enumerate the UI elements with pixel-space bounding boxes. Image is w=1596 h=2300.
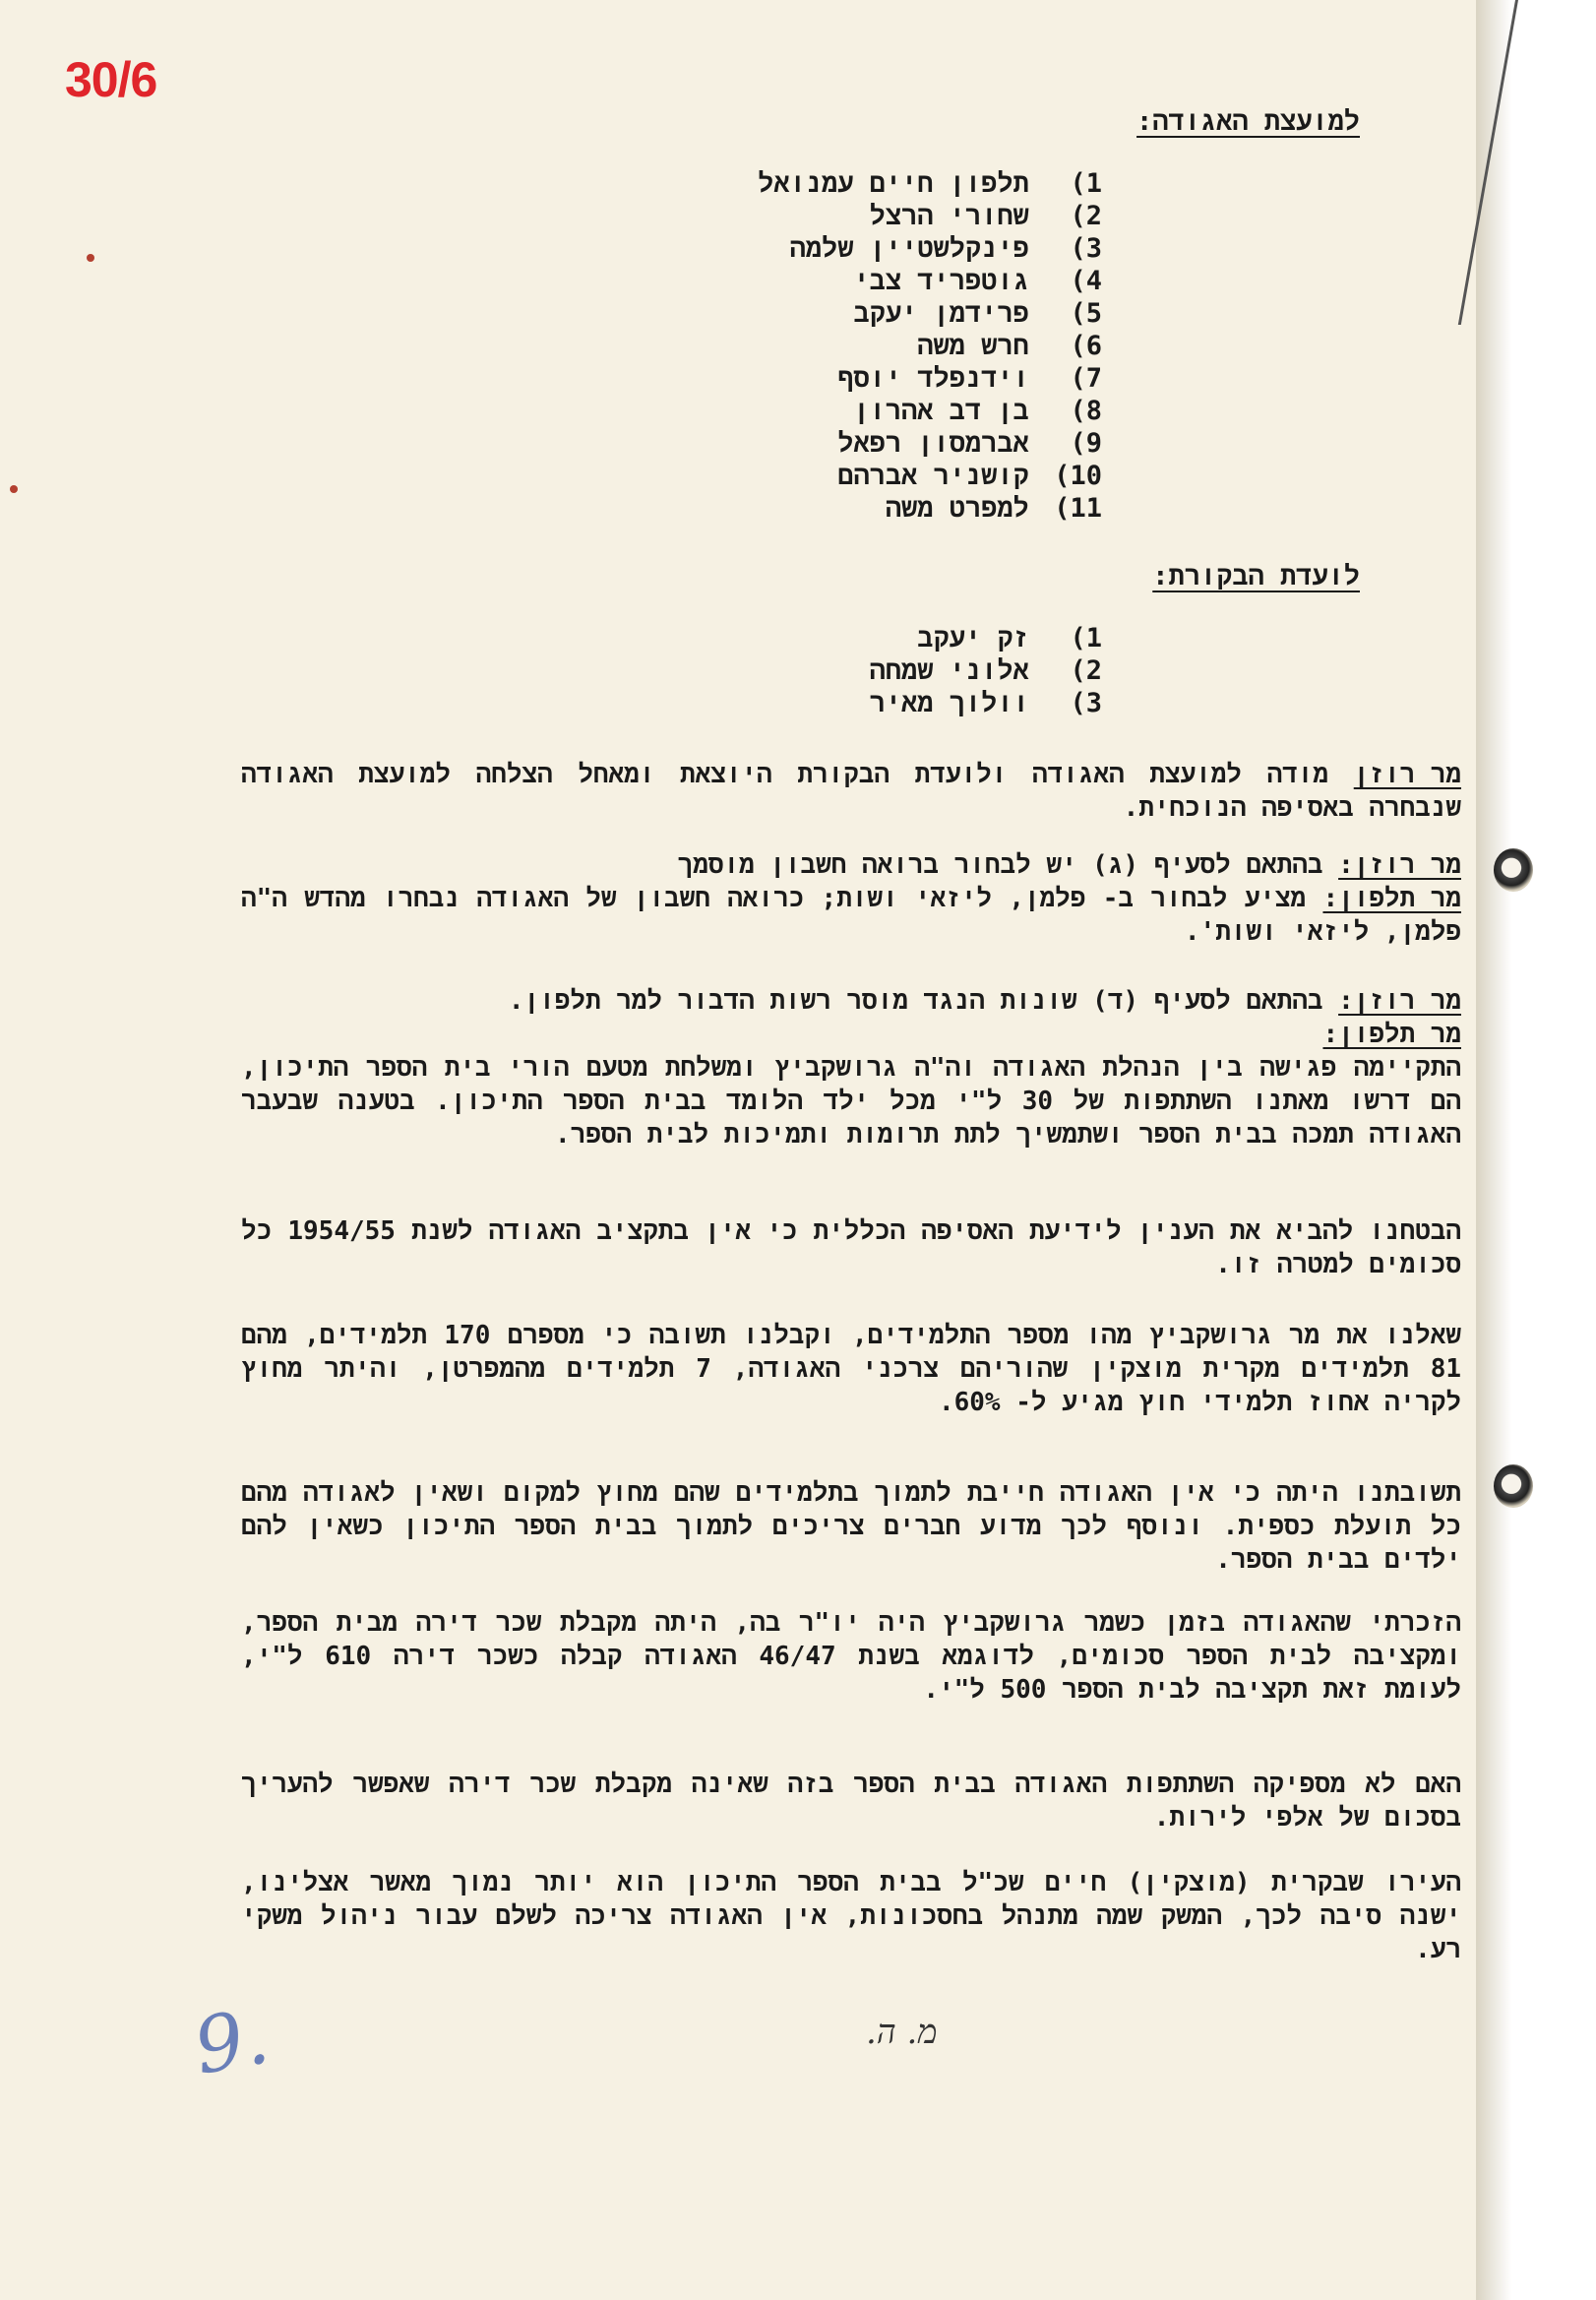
- audit-list: [870, 622, 1102, 719]
- punch-hole: [1494, 1464, 1533, 1508]
- ink-dot: [87, 254, 94, 262]
- paragraph-text: מציע לבחור ב- פלמן, ליזאי ושות; כרואה חשבון של האגודה נבחרו מהדש ה"ה פלמן, ליזאי ושות'.: [241, 884, 1461, 947]
- speaker-label: מר תלפון:: [1322, 884, 1461, 913]
- paragraph-text: בהתאם לסעיף (ג) יש לבחור ברואה חשבון מוסמך: [677, 850, 1323, 880]
- handwritten-page-mark: 9.: [187, 1992, 276, 2092]
- paragraph-text: הבטחנו להביא את הענין לידיעת האסיפה הכללית כי אין בתקציב האגודה לשנת 1954/55 כל סכומים למטרה זו.: [241, 1216, 1462, 1279]
- list-item: 4) גוטפריד צבי: [853, 266, 1102, 296]
- speaker-label: מר רוזן:: [1338, 850, 1461, 880]
- paragraph-students: [241, 1319, 1461, 1419]
- ink-dot: [10, 485, 18, 493]
- list-item: 6) חרש משה: [917, 331, 1102, 361]
- list-item: 3) פינקלשטיין שלמה: [789, 233, 1102, 264]
- list-item: 1) תלפון חיים עמנואל: [758, 168, 1102, 199]
- paragraph-text: מודה למועצת האגודה ולועדת הבקורת היוצאת ומאחל הצלחה למועצת האגודה שנבחרה באסיפה הנוכחית.: [241, 760, 1461, 823]
- list-item: 2) אלוני שמחה: [869, 655, 1102, 686]
- speaker-label: מר תלפון:: [1322, 1020, 1461, 1049]
- paragraph-answer: [241, 1476, 1461, 1577]
- list-item: 7) וידנפלד יוסף: [837, 363, 1102, 394]
- paragraph-text: האם לא מספיקה השתתפות האגודה בבית הספר בזה שאינה מקבלת שכר דירה שאפשר להעריך בסכום של אלפי לירות.: [241, 1770, 1462, 1833]
- page-edge: [1476, 0, 1596, 2300]
- list-item: 3) וולוך מאיר: [869, 688, 1102, 718]
- paragraph-question: [241, 1768, 1461, 1834]
- signature: מ. ה.: [866, 2013, 938, 2052]
- paragraph-auditor-rozen: [678, 848, 1461, 882]
- paragraph-text: שאלנו את מר גרושקביץ מהו מספר התלמידים, וקבלנו תשובה כי מספרם 170 תלמידים, מהם 81 תלמידים מקרית מוצקין שהוריהם צרכני האגודה, 7 תלמידים מהמפרטן, והיתר מחוץ לקריה אחוז תלמידי חוץ מגיע ל- 60%.: [241, 1321, 1462, 1417]
- list-item: 1) זק יעקב: [917, 623, 1102, 653]
- page-stamp: 30/6: [65, 52, 157, 107]
- audit-heading: לועדת הבקורת:: [1152, 561, 1360, 591]
- paragraph-remark: [241, 1866, 1461, 1966]
- paragraph-auditor-talpon: [241, 882, 1461, 949]
- list-item: 5) פרידמן יעקב: [853, 298, 1102, 329]
- paragraph-text: בהתאם לסעיף (ד) שונות הנגד מוסר רשות הדבור למר תלפון.: [508, 986, 1323, 1016]
- paragraph-text: התקיימה פגישה בין הנהלת האגודה וה"ה גרושקביץ ומשלחת מטעם הורי בית הספר התיכון, הם דרשו מאתנו השתתפות של 30 ל"י מכל ילד הלומד בבית הספר התיכון. בטענה שבעבר האגודה תמכה בבית הספר ושתמשיך לתת תרומות ותמיכות לבית הספר.: [241, 1053, 1461, 1150]
- list-item: 11) למפרט משה: [885, 493, 1102, 524]
- paragraph-text: העירו שבקרית (מוצקין) חיים שכ"ל בבית הספר התיכון הוא יותר נמוך מאשר אצלינו, ישנה סיבה לכך, המשק שמה מתנהל בחסכונות, אין האגודה צריכה לשלם עבור ניהול משקי רע.: [241, 1868, 1461, 1964]
- paragraph-budget: [241, 1214, 1461, 1281]
- speaker-talpon: [1322, 1018, 1461, 1051]
- speaker-label: מר רוזן:: [1338, 986, 1461, 1016]
- punch-hole: [1494, 848, 1533, 892]
- list-item: 9) אברמסון רפאל: [837, 428, 1102, 459]
- paragraph-misc: [509, 984, 1461, 1018]
- paragraph-meeting: [241, 1051, 1461, 1151]
- council-list: [758, 167, 1102, 525]
- list-item: 8) בן דב אהרון: [853, 396, 1102, 426]
- speaker-label: מר רוזן: [1353, 760, 1462, 789]
- council-heading: למועצת האגודה:: [1136, 106, 1360, 137]
- paragraph-text: הזכרתי שהאגודה בזמן כשמר גרושקביץ היה יו"ר בה, היתה מקבלת שכר דירה מבית הספר, ומקציבה לבית הספר סכומים, לדוגמא בשנת 46/47 האגודה קבלה כשכר דירה 610 ל"י, לעומת זאת תקציבה לבית הספר 500 ל"י.: [241, 1608, 1461, 1705]
- paragraph-thanks: [241, 758, 1461, 825]
- list-item: 10) קושניר אברהם: [837, 461, 1102, 491]
- list-item: 2) שחורי הרצל: [869, 201, 1102, 231]
- paragraph-text: תשובתנו היתה כי אין האגודה חייבת לתמוך בתלמידים שהם מחוץ למקום ושאין לאגודה מהם כל תועלת כספית. ונוסף לכך מדוע חברים צריכים לתמוך בבית הספר התיכון כשאין להם ילדים בבית הספר.: [241, 1478, 1461, 1575]
- paragraph-rent: [241, 1606, 1461, 1707]
